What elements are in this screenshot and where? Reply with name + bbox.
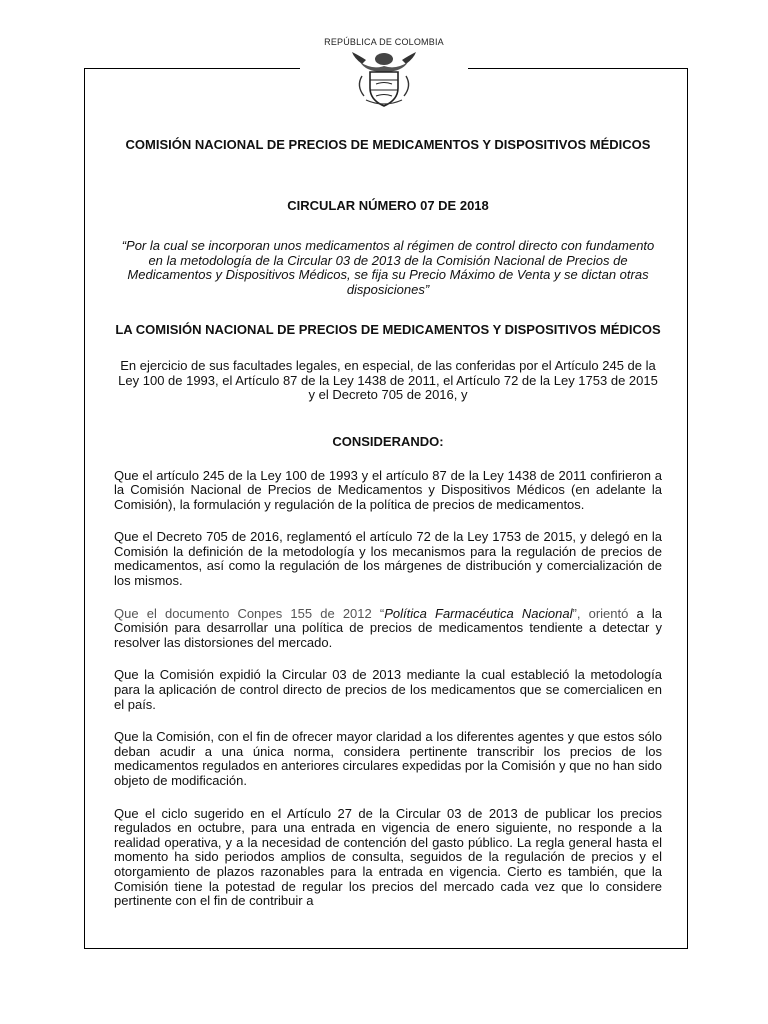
considering-paragraph: Que el Decreto 705 de 2016, reglamentó el artículo 72 de la Ley 1753 de 2015, y delegó en la Comisión la definición de la metodología y los mecanismos para la regulación de precios de medicamentos, así como la regulación de los márgenes de distribución y comercialización de los mismos. bbox=[114, 529, 662, 589]
frame-right bbox=[687, 68, 688, 949]
authority-heading: LA COMISIÓN NACIONAL DE PRECIOS DE MEDICAMENTOS Y DISPOSITIVOS MÉDICOS bbox=[115, 322, 661, 337]
header-country: REPÚBLICA DE COLOMBIA bbox=[324, 37, 444, 47]
coat-of-arms-seal-icon bbox=[350, 50, 418, 108]
frame-bottom bbox=[84, 948, 688, 949]
conpes-paragraph bbox=[114, 607, 662, 651]
considerando-heading: CONSIDERANDO: bbox=[332, 433, 444, 449]
conpes-policy-name: Política Farmacéutica Nacional bbox=[384, 605, 573, 621]
considering-paragraph: Que el ciclo sugerido en el Artículo 27 de la Circular 03 de 2013 de publicar los precios regulados en octubre, para una entrada en vigencia de enero siguiente, no responde a la realidad operativa, y a la necesidad de contención del gasto público. La regla general hasta el momento ha sido periodos amplios de consulta, seguidos de la regulación de precios y el otorgamiento de plazos razonables para la entrada en vigencia. Cierto es también, que la Comisión tiene la potestad de regular los precios del mercado cada vez que lo considere pertinente con el fin de contribuir a bbox=[114, 805, 662, 909]
conpes-prefix: Que el documento Conpes 155 de 2012 “ bbox=[114, 605, 385, 621]
frame-top-right bbox=[468, 68, 688, 69]
frame-top-left bbox=[84, 68, 300, 69]
circular-subtitle: “Por la cual se incorporan unos medicamentos al régimen de control directo con fundamento en la metodología de la Circular 03 de 2013 de la Comisión Nacional de Precios de Medicamentos y Dispositivos Médicos, se fija su Precio Máximo de Venta y se dictan otras disposiciones” bbox=[121, 238, 655, 297]
commission-title: COMISIÓN NACIONAL DE PRECIOS DE MEDICAMENTOS Y DISPOSITIVOS MÉDICOS bbox=[125, 137, 651, 152]
legal-powers: En ejercicio de sus facultades legales, en especial, de las conferidas por el Artículo 245 de la Ley 100 de 1993, el Artículo 87 de la Ley 1438 de 2011, el Artículo 72 de la Ley 1753 de 2015 y el Decreto 705 de 2016, y bbox=[118, 358, 658, 402]
considering-paragraph: Que el artículo 245 de la Ley 100 de 1993 y el artículo 87 de la Ley 1438 de 2011 confirieron a la Comisión Nacional de Precios de Medicamentos y Dispositivos Médicos (en adelante la Comisión), la formulación y regulación de la política de precios de medicamentos. bbox=[114, 467, 662, 512]
considering-paragraph: Que la Comisión expidió la Circular 03 de 2013 mediante la cual estableció la metodología para la aplicación de control directo de precios de los medicamentos que se comercialicen en el país. bbox=[114, 667, 662, 712]
conpes-rest: a la Comisión para desarrollar una política de precios de medicamentos tendiente a detectar y resolver las distorsiones del mercado. bbox=[114, 605, 662, 650]
frame-left bbox=[84, 68, 85, 949]
considering-paragraph: Que la Comisión, con el fin de ofrecer mayor claridad a los diferentes agentes y que estos sólo deban acudir a una única norma, considera pertinente transcribir los precios de los medicamentos regulados en anteriores circulares expedidas por la Comisión y que no han sido objeto de modificación. bbox=[114, 729, 662, 788]
conpes-suffix: ”, orientó bbox=[572, 605, 629, 621]
document-body bbox=[114, 138, 662, 922]
circular-number: CIRCULAR NÚMERO 07 DE 2018 bbox=[287, 198, 489, 213]
